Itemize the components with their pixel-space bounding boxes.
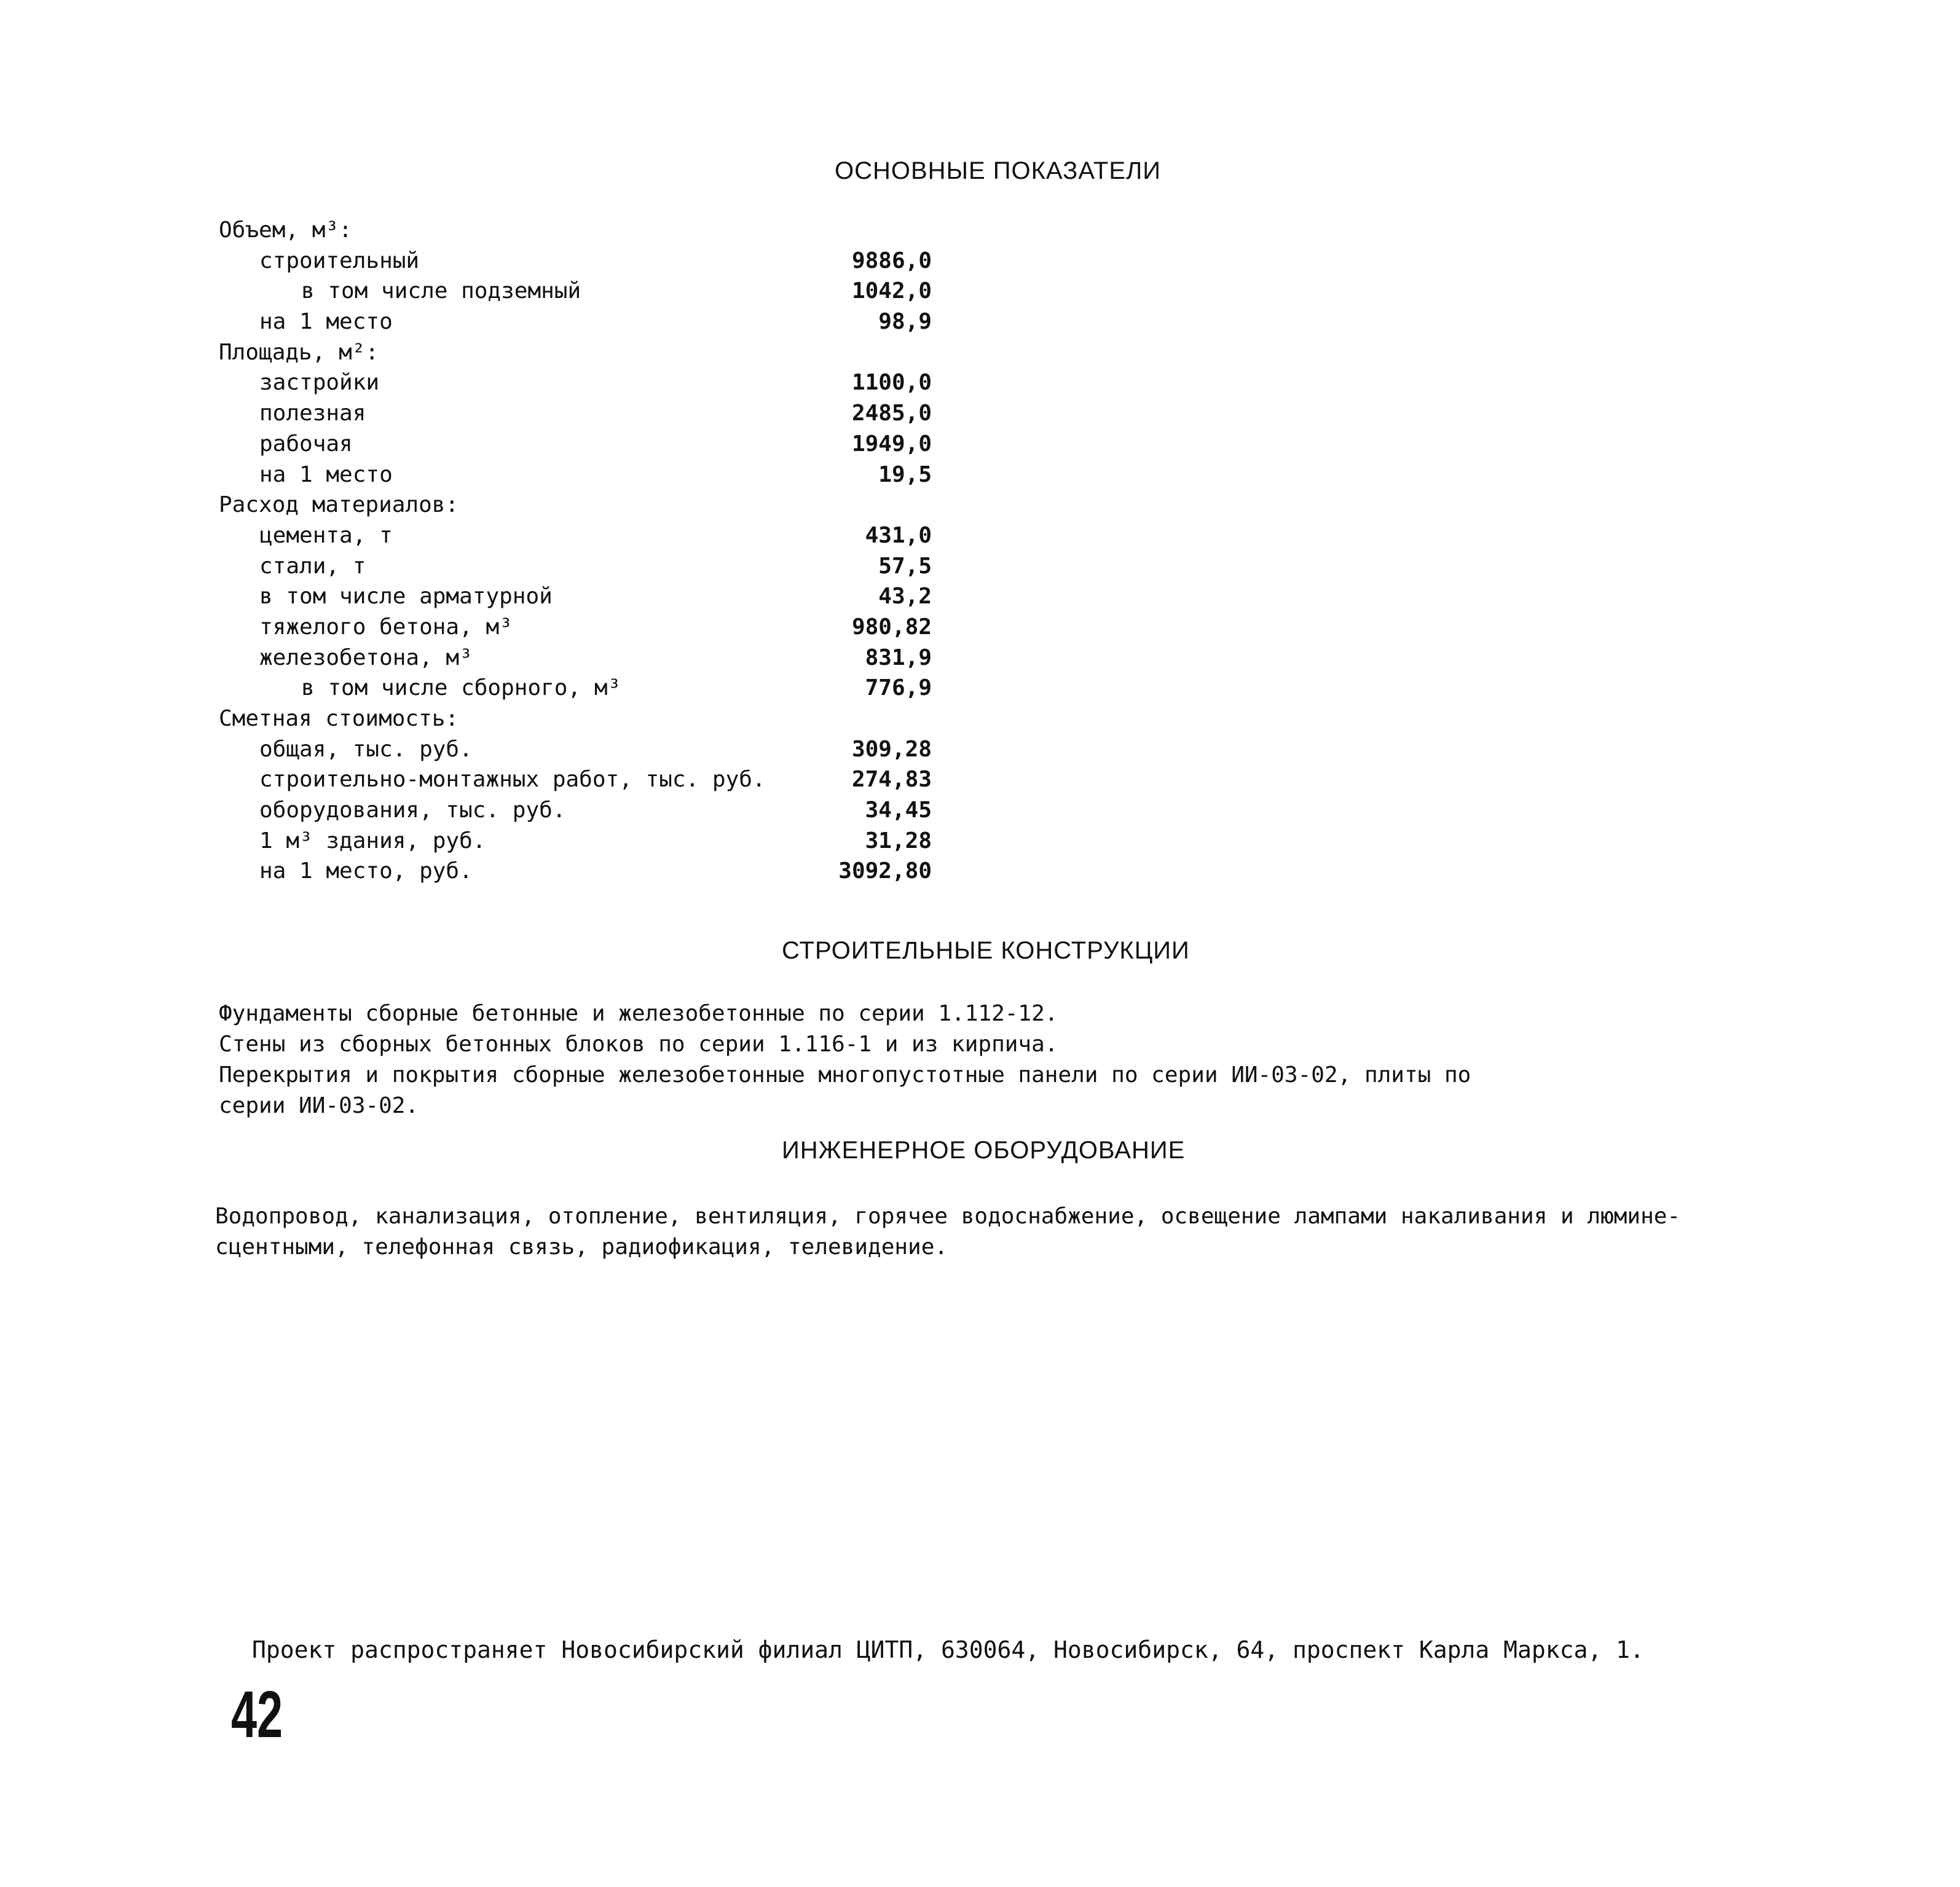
table-row [219, 856, 932, 887]
row-label: тяжелого бетона, м³ [259, 614, 513, 640]
row-label: строительный [259, 248, 420, 273]
table-row [219, 795, 932, 826]
text-line: серии ИИ-03-02. [219, 1093, 419, 1118]
row-label: общая, тыс. руб. [259, 736, 473, 762]
table-row [219, 307, 932, 337]
table-row [219, 704, 932, 734]
row-label: Сметная стоимость: [219, 706, 459, 731]
row-label: полезная [259, 401, 366, 426]
indicators-title: ОСНОВНЫЕ ПОКАЗАТЕЛИ [835, 157, 1161, 184]
table-row [219, 246, 932, 277]
table-row [219, 490, 932, 520]
row-label: Площадь, м²: [219, 339, 379, 365]
row-value: 9886,0 [851, 248, 932, 273]
row-label: строительно-монтажных работ, тыс. руб. [259, 767, 766, 793]
indicators-table [219, 215, 932, 887]
table-row [219, 398, 932, 429]
row-label: в том числе арматурной [259, 584, 553, 610]
text-line: сцентными, телефонная связь, радиофикация, телевидение. [215, 1234, 948, 1260]
distributor-note: Проект распространяет Новосибирский филиал ЦИТП, 630064, Новосибирск, 64, проспект Карла Маркса, 1. [252, 1636, 1644, 1663]
row-value: 831,9 [865, 645, 932, 670]
row-value: 3092,80 [838, 858, 932, 884]
row-label: в том числе подземный [301, 278, 581, 304]
row-value: 1100,0 [851, 370, 932, 396]
row-value: 980,82 [851, 614, 932, 640]
row-label: рабочая [259, 431, 353, 457]
table-row [219, 276, 932, 307]
table-row [219, 643, 932, 673]
row-label: оборудования, тыс. руб. [259, 798, 566, 823]
row-value: 19,5 [878, 461, 932, 487]
row-label: на 1 место, руб. [259, 858, 473, 884]
row-label: цемента, т [259, 522, 393, 548]
row-label: 1 м³ здания, руб. [259, 828, 486, 853]
page-number: 42 [231, 1677, 283, 1751]
constructions-text [219, 998, 1471, 1121]
row-value: 274,83 [851, 767, 932, 793]
row-value: 431,0 [865, 522, 932, 548]
text-line: Перекрытия и покрытия сборные железобетонные многопустотные панели по серии ИИ-03-02, плиты по [219, 1062, 1471, 1088]
row-value: 1949,0 [851, 431, 932, 457]
table-row [219, 673, 932, 704]
table-row [219, 826, 932, 857]
table-row [219, 215, 932, 246]
engineering-title: ИНЖЕНЕРНОЕ ОБОРУДОВАНИЕ [782, 1137, 1186, 1164]
row-value: 2485,0 [851, 401, 932, 426]
row-value: 57,5 [878, 553, 932, 579]
row-label: на 1 место [259, 461, 393, 487]
table-row [219, 429, 932, 460]
table-row [219, 612, 932, 643]
row-label: застройки [259, 370, 380, 396]
text-line: Водопровод, канализация, отопление, вентиляция, горячее водоснабжение, освещение лампами накаливания и люмине- [215, 1204, 1681, 1229]
table-row [219, 337, 932, 368]
row-label: в том числе сборного, м³ [301, 675, 621, 701]
row-label: Объем, м³: [219, 218, 352, 243]
row-label: стали, т [259, 553, 366, 579]
table-row [219, 551, 932, 582]
table-row [219, 367, 932, 398]
engineering-text [215, 1201, 1680, 1263]
row-label: Расход материалов: [219, 492, 459, 518]
row-value: 98,9 [878, 309, 932, 335]
table-row [219, 581, 932, 612]
row-value: 776,9 [865, 675, 932, 701]
row-value: 43,2 [878, 584, 932, 610]
table-row [219, 520, 932, 551]
row-value: 31,28 [865, 828, 932, 853]
row-value: 1042,0 [851, 278, 932, 304]
row-value: 34,45 [865, 798, 932, 823]
text-line: Стены из сборных бетонных блоков по серии 1.116-1 и из кирпича. [219, 1032, 1058, 1057]
row-value: 309,28 [851, 736, 932, 762]
text-line: Фундаменты сборные бетонные и железобетонные по серии 1.112-12. [219, 1001, 1058, 1026]
row-label: железобетона, м³ [259, 645, 473, 670]
table-row [219, 764, 932, 795]
table-row [219, 460, 932, 490]
table-row [219, 734, 932, 765]
row-label: на 1 место [259, 309, 393, 335]
constructions-title: СТРОИТЕЛЬНЫЕ КОНСТРУКЦИИ [782, 937, 1190, 964]
